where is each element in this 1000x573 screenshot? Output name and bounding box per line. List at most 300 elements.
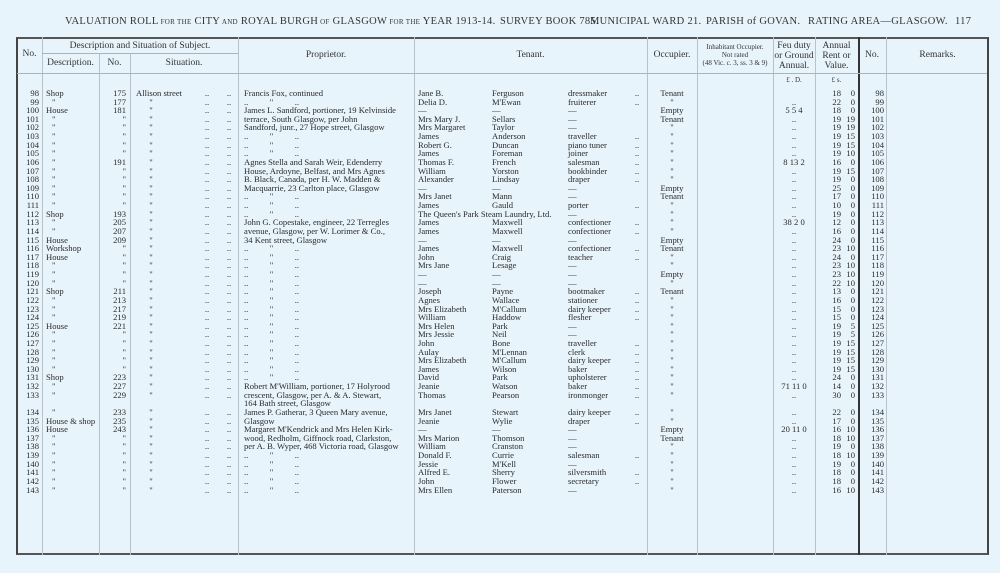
tenant-occupation: — xyxy=(568,122,577,133)
tenant-surname: — xyxy=(492,234,501,245)
leader-dots: .. xyxy=(226,148,232,159)
rent-pounds: 18 xyxy=(832,88,841,98)
row-number-right: 118 xyxy=(871,260,884,271)
tenant-surname: M'Ewan xyxy=(492,96,521,107)
description: " xyxy=(52,355,56,366)
row-number: 115 xyxy=(26,234,39,245)
feu-duty: .. xyxy=(791,329,797,340)
leader-dots: .. xyxy=(204,381,210,392)
tenant-occupation: — xyxy=(568,424,577,435)
description: " xyxy=(52,139,56,150)
feu-duty: .. xyxy=(791,475,797,486)
occupier-status: Tenant xyxy=(660,243,684,254)
rent-shillings: 0 xyxy=(850,156,855,167)
description: " xyxy=(52,450,56,461)
row-number-right: 123 xyxy=(871,303,884,314)
feu-duty: .. xyxy=(791,484,797,495)
leader-dots: .. xyxy=(204,122,210,133)
description: " xyxy=(52,122,56,133)
rent-pounds: 22 xyxy=(832,96,841,107)
leader-dots: .. xyxy=(204,372,210,383)
occupier-status: " xyxy=(670,363,674,374)
tenant-first-name: Mrs Mary J. xyxy=(418,113,461,124)
rent-shillings: 0 xyxy=(850,415,855,426)
row-number: 116 xyxy=(26,243,39,254)
tenant-occupation: baker xyxy=(568,363,588,374)
tenant-first-name: Jessie xyxy=(418,458,439,469)
street-number: 209 xyxy=(113,234,126,245)
tenant-first-name: James xyxy=(418,200,440,211)
rent-pounds: 19 xyxy=(832,131,841,142)
row-number-right: 138 xyxy=(871,441,884,452)
leader-dots: .. xyxy=(204,88,210,98)
leader-dots: .. xyxy=(204,286,210,297)
leader-dots: .. xyxy=(226,96,232,107)
street-number: 221 xyxy=(113,320,126,331)
tenant-first-name: John xyxy=(418,475,435,486)
occupier-status: Tenant xyxy=(660,286,684,297)
occupier-status: Tenant xyxy=(660,432,684,443)
proprietor: avenue, Glasgow, per W. Lorimer & Co., xyxy=(244,225,385,236)
street-number: 227 xyxy=(113,381,126,392)
description: House xyxy=(46,251,68,262)
tenant-occupation: draper xyxy=(568,415,590,426)
street-number: " xyxy=(122,148,126,159)
rent-shillings: 10 xyxy=(846,269,855,280)
row-number: 131 xyxy=(26,372,39,383)
row-number-right: 100 xyxy=(871,105,884,116)
situation: " xyxy=(149,96,153,107)
row-number-right: 130 xyxy=(871,363,884,374)
street-number: " xyxy=(122,243,126,254)
description: " xyxy=(52,441,56,452)
leader-dots: .. xyxy=(226,165,232,176)
feu-duty: 8 13 2 xyxy=(783,156,805,167)
tenant-occupation: joiner xyxy=(568,148,589,159)
occupier-status: " xyxy=(670,260,674,271)
proprietor: .. " .. xyxy=(244,355,300,366)
tenant-surname: Gauld xyxy=(492,200,514,211)
situation: Allison street xyxy=(136,88,183,98)
occupier-status: " xyxy=(670,389,674,400)
row-number: 143 xyxy=(26,484,39,495)
rent-pounds: 18 xyxy=(832,467,841,478)
description: " xyxy=(52,303,56,314)
header-no-right: No. xyxy=(865,50,879,60)
rent-shillings: 0 xyxy=(850,294,855,305)
street-number: 223 xyxy=(113,372,126,383)
rent-pounds: 16 xyxy=(832,424,841,435)
situation: " xyxy=(149,441,153,452)
situation: " xyxy=(149,372,153,383)
tenant-first-name: Mrs Marion xyxy=(418,432,460,443)
feu-duty: .. xyxy=(791,165,797,176)
rent-pounds: 17 xyxy=(832,191,841,202)
description: " xyxy=(52,217,56,228)
row-number-right: 126 xyxy=(871,329,884,340)
occupier-status: " xyxy=(670,381,674,392)
tenant-surname: M'Lennan xyxy=(492,346,527,357)
leader-dots: .. xyxy=(226,424,232,435)
tenant-first-name: David xyxy=(418,372,440,383)
occupier-status: Empty xyxy=(660,424,684,435)
street-number: " xyxy=(122,355,126,366)
feu-duty: .. xyxy=(791,139,797,150)
tenant-surname: Watson xyxy=(492,381,518,392)
tenant-surname: Foreman xyxy=(492,148,523,159)
street-number: " xyxy=(122,458,126,469)
description: " xyxy=(52,96,56,107)
tenant-surname: Thomson xyxy=(492,432,525,443)
description: House xyxy=(46,424,68,435)
leader-dots: .. xyxy=(634,174,640,185)
description: House & shop xyxy=(46,415,96,426)
rent-shillings: 5 xyxy=(850,320,855,331)
tenant-first-name: Donald F. xyxy=(418,450,452,461)
tenant-occupation: baker xyxy=(568,381,588,392)
tenant-surname: Sherry xyxy=(492,467,515,478)
tenant-surname: Paterson xyxy=(492,484,522,495)
rent-pounds: 19 xyxy=(832,320,841,331)
header-feu-duty xyxy=(773,41,815,71)
description: " xyxy=(52,389,56,400)
survey-book: SURVEY BOOK 785. xyxy=(500,16,599,27)
rent-pounds: 18 xyxy=(832,475,841,486)
tenant-surname: French xyxy=(492,156,516,167)
occupier-status: " xyxy=(670,165,674,176)
row-number: 100 xyxy=(26,105,39,116)
leader-dots: .. xyxy=(204,467,210,478)
leader-dots: .. xyxy=(226,217,232,228)
row-number-right: 121 xyxy=(871,286,884,297)
occupier-status: " xyxy=(670,450,674,461)
situation: " xyxy=(149,277,153,288)
rent-pounds: 19 xyxy=(832,174,841,185)
rent-pounds: 22 xyxy=(832,406,841,417)
leader-dots: .. xyxy=(204,260,210,271)
description: Shop xyxy=(46,208,64,219)
occupier-status: " xyxy=(670,156,674,167)
situation: " xyxy=(149,286,153,297)
row-number: 114 xyxy=(26,225,39,236)
tenant-first-name: James xyxy=(418,131,440,142)
proprietor: John G. Copestake, engineer, 22 Terregles xyxy=(244,217,389,228)
feu-duty: .. xyxy=(791,96,797,107)
tenant-occupation: — xyxy=(568,329,577,340)
tenant-occupation: stationer xyxy=(568,294,598,305)
proprietor: James L. Sandford, portioner, 19 Kelvinside xyxy=(244,105,396,116)
row-number: 113 xyxy=(26,217,39,228)
row-number-right: 104 xyxy=(871,139,884,150)
description: Shop xyxy=(46,286,64,297)
situation: " xyxy=(149,467,153,478)
situation: " xyxy=(149,113,153,124)
proprietor: 164 Bath street, Glasgow xyxy=(244,398,331,409)
leader-dots: .. xyxy=(634,312,640,323)
tenant-occupation: salesman xyxy=(568,450,600,461)
leader-dots: .. xyxy=(226,389,232,400)
leader-dots: .. xyxy=(204,131,210,142)
rent-shillings: 19 xyxy=(846,113,855,124)
street-number: " xyxy=(122,122,126,133)
proprietor: .. " .. xyxy=(244,450,300,461)
tenant-first-name: Jeanie xyxy=(418,381,440,392)
rent-pounds: 19 xyxy=(832,441,841,452)
proprietor: Glasgow xyxy=(244,415,275,426)
tenant-first-name: James xyxy=(418,243,440,254)
header-description-group: Description and Situation of Subject. xyxy=(69,41,211,51)
feu-duty: .. xyxy=(791,346,797,357)
street-number: " xyxy=(122,363,126,374)
feu-duty: .. xyxy=(791,174,797,185)
situation: " xyxy=(149,260,153,271)
rent-shillings: 15 xyxy=(846,337,855,348)
feu-duty: .. xyxy=(791,312,797,323)
row-number-right: 140 xyxy=(871,458,884,469)
tenant-occupation: — xyxy=(568,208,577,219)
street-number: " xyxy=(122,200,126,211)
situation: " xyxy=(149,424,153,435)
occupier-status: " xyxy=(670,346,674,357)
tenant-first-name: John xyxy=(418,337,435,348)
description: " xyxy=(52,406,56,417)
rent-shillings: 10 xyxy=(846,424,855,435)
rent-shillings: 0 xyxy=(850,372,855,383)
street-number: " xyxy=(122,260,126,271)
leader-dots: .. xyxy=(634,251,640,262)
proprietor: Robert M'William, portioner, 17 Holyrood xyxy=(244,381,390,392)
rent-pounds: 18 xyxy=(832,432,841,443)
tenant-first-name: Mrs Margaret xyxy=(418,122,466,133)
street-number: " xyxy=(122,467,126,478)
leader-dots: .. xyxy=(226,88,232,98)
situation: " xyxy=(149,217,153,228)
tenant-first-name: James xyxy=(418,148,440,159)
rent-shillings: 0 xyxy=(850,441,855,452)
description: House xyxy=(46,105,68,116)
tenant-first-name: — xyxy=(418,424,427,435)
street-number: " xyxy=(122,174,126,185)
leader-dots: .. xyxy=(226,450,232,461)
situation: " xyxy=(149,432,153,443)
row-number-right: 103 xyxy=(871,131,884,142)
proprietor: .. " .. xyxy=(244,200,300,211)
proprietor: .. " .. xyxy=(244,286,300,297)
tenant-surname: Wylie xyxy=(492,415,513,426)
feu-duty: .. xyxy=(791,260,797,271)
row-number: 104 xyxy=(26,139,39,150)
tenant-surname: — xyxy=(492,182,501,193)
tenant-first-name: John xyxy=(418,251,435,262)
feu-duty: .. xyxy=(791,243,797,254)
row-number-right: 139 xyxy=(871,450,884,461)
row-number: 99 xyxy=(30,96,39,107)
tenant-occupation: — xyxy=(568,484,577,495)
rent-shillings: 15 xyxy=(846,139,855,150)
occupier-status: " xyxy=(670,441,674,452)
tenant-occupation: salesman xyxy=(568,156,600,167)
tenant-surname: Park xyxy=(492,372,508,383)
occupier-status: " xyxy=(670,251,674,262)
leader-dots: .. xyxy=(634,165,640,176)
proprietor: .. " .. xyxy=(244,320,300,331)
situation: " xyxy=(149,139,153,150)
row-number-right: 122 xyxy=(871,294,884,305)
leader-dots: .. xyxy=(204,251,210,262)
tenant-surname: Maxwell xyxy=(492,243,523,254)
situation: " xyxy=(149,458,153,469)
tenant-surname: Lindsay xyxy=(492,174,520,185)
tenant-surname: Bone xyxy=(492,337,511,348)
tenant-surname: Mann xyxy=(492,191,513,202)
proprietor: per A. B. Wyper, 468 Victoria road, Glasgow xyxy=(244,441,399,452)
situation: " xyxy=(149,346,153,357)
row-number-right: 112 xyxy=(871,208,884,219)
leader-dots: .. xyxy=(226,432,232,443)
street-number: 243 xyxy=(113,424,126,435)
leader-dots: .. xyxy=(634,363,640,374)
leader-dots: .. xyxy=(204,113,210,124)
leader-dots: .. xyxy=(634,450,640,461)
proprietor: House, Ardoyne, Belfast, and Mrs Agnes xyxy=(244,165,385,176)
tenant-first-name: Mrs Elizabeth xyxy=(418,355,467,366)
tenant-surname: Maxwell xyxy=(492,225,523,236)
proprietor: crescent, Glasgow, per A. & A. Stewart, xyxy=(244,389,382,400)
rent-shillings: 0 xyxy=(850,467,855,478)
tenant-surname: Anderson xyxy=(492,131,526,142)
row-number-right: 142 xyxy=(871,475,884,486)
tenant-surname: — xyxy=(492,424,501,435)
leader-dots: .. xyxy=(204,148,210,159)
situation: " xyxy=(149,363,153,374)
feu-duty: .. xyxy=(791,208,797,219)
proprietor: .. " .. xyxy=(244,269,300,280)
occupier-status: " xyxy=(670,320,674,331)
rent-pounds: 13 xyxy=(832,286,841,297)
description: Shop xyxy=(46,88,64,98)
feu-duty: .. xyxy=(791,320,797,331)
row-number: 142 xyxy=(26,475,39,486)
leader-dots: .. xyxy=(204,243,210,254)
proprietor: .. " .. xyxy=(244,96,300,107)
street-number: 205 xyxy=(113,217,126,228)
description: " xyxy=(52,294,56,305)
rent-pounds: 19 xyxy=(832,113,841,124)
leader-dots: .. xyxy=(634,88,640,98)
occupier-status: " xyxy=(670,337,674,348)
header-rent-line1: Annual xyxy=(822,41,851,51)
tenant-first-name: Agnes xyxy=(418,294,440,305)
tenant-surname: — xyxy=(492,105,501,116)
leader-dots: .. xyxy=(204,389,210,400)
feu-duty: .. xyxy=(791,234,797,245)
rent-shillings: 0 xyxy=(850,286,855,297)
tenant-surname: Park xyxy=(492,320,508,331)
feu-duty: .. xyxy=(791,432,797,443)
rent-pounds: 19 xyxy=(832,148,841,159)
street-number: 177 xyxy=(113,96,126,107)
rent-shillings: 19 xyxy=(846,122,855,133)
leader-dots: .. xyxy=(226,381,232,392)
proprietor: B. Black, Canada, per H. W. Madden & xyxy=(244,174,381,185)
row-number: 108 xyxy=(26,174,39,185)
feu-duty: .. xyxy=(791,131,797,142)
proprietor: James P. Gatherar, 3 Queen Mary avenue, xyxy=(244,406,388,417)
occupier-status: Empty xyxy=(660,182,684,193)
tenant-first-name: Mrs Jessie xyxy=(418,329,455,340)
rent-pounds: 19 xyxy=(832,329,841,340)
tenant-occupation: — xyxy=(568,269,577,280)
rent-pounds: 19 xyxy=(832,208,841,219)
rent-pounds: 30 xyxy=(832,389,841,400)
leader-dots: .. xyxy=(204,200,210,211)
tenant-first-name: Thomas xyxy=(418,389,446,400)
tenant-occupation: dairy keeper xyxy=(568,303,611,314)
description: " xyxy=(52,484,56,495)
situation: " xyxy=(149,450,153,461)
title-segment: OF xyxy=(318,18,330,26)
feu-duty: .. xyxy=(791,269,797,280)
situation: " xyxy=(149,243,153,254)
description: House xyxy=(46,234,68,245)
description: " xyxy=(52,165,56,176)
leader-dots: .. xyxy=(634,217,640,228)
row-number: 137 xyxy=(26,432,39,443)
rent-pounds: 25 xyxy=(832,182,841,193)
tenant-surname: M'Kell xyxy=(492,458,516,469)
street-number: 207 xyxy=(113,225,126,236)
proprietor: .. " .. xyxy=(244,363,300,374)
occupier-status: " xyxy=(670,415,674,426)
tenant-occupation: bookbinder xyxy=(568,165,608,176)
leader-dots: .. xyxy=(204,458,210,469)
rent-pounds: 19 xyxy=(832,165,841,176)
situation: " xyxy=(149,329,153,340)
row-number: 98 xyxy=(30,88,39,98)
tenant-first-name: — xyxy=(418,105,427,116)
header-rent-line3: Value. xyxy=(824,61,849,71)
table-row xyxy=(0,391,1000,400)
header-inhabitant-line3: (48 Vic. c. 3, ss. 3 & 9) xyxy=(702,59,768,67)
rent-pounds: 16 xyxy=(832,225,841,236)
street-number: " xyxy=(122,131,126,142)
tenant-occupation: silversmith xyxy=(568,467,607,478)
header-rule xyxy=(17,73,987,74)
occupier-status: " xyxy=(670,122,674,133)
tenant-first-name: William xyxy=(418,441,446,452)
rent-pounds: 19 xyxy=(832,355,841,366)
street-number: " xyxy=(122,450,126,461)
situation: " xyxy=(149,156,153,167)
situation: " xyxy=(149,381,153,392)
rent-pounds: 19 xyxy=(832,346,841,357)
feu-duty: 71 11 0 xyxy=(781,381,807,392)
situation: " xyxy=(149,251,153,262)
leader-dots: .. xyxy=(204,346,210,357)
feu-duty: .. xyxy=(791,277,797,288)
tenant-first-name: Thomas F. xyxy=(418,156,455,167)
street-number: " xyxy=(122,484,126,495)
tenant-first-name: — xyxy=(418,234,427,245)
rent-pounds: 23 xyxy=(832,269,841,280)
row-number: 105 xyxy=(26,148,39,159)
rent-shillings: 0 xyxy=(850,96,855,107)
feu-duty: .. xyxy=(791,251,797,262)
rent-shillings: 0 xyxy=(850,182,855,193)
description: " xyxy=(52,346,56,357)
tenant-first-name: Joseph xyxy=(418,286,442,297)
rent-shillings: 0 xyxy=(850,303,855,314)
